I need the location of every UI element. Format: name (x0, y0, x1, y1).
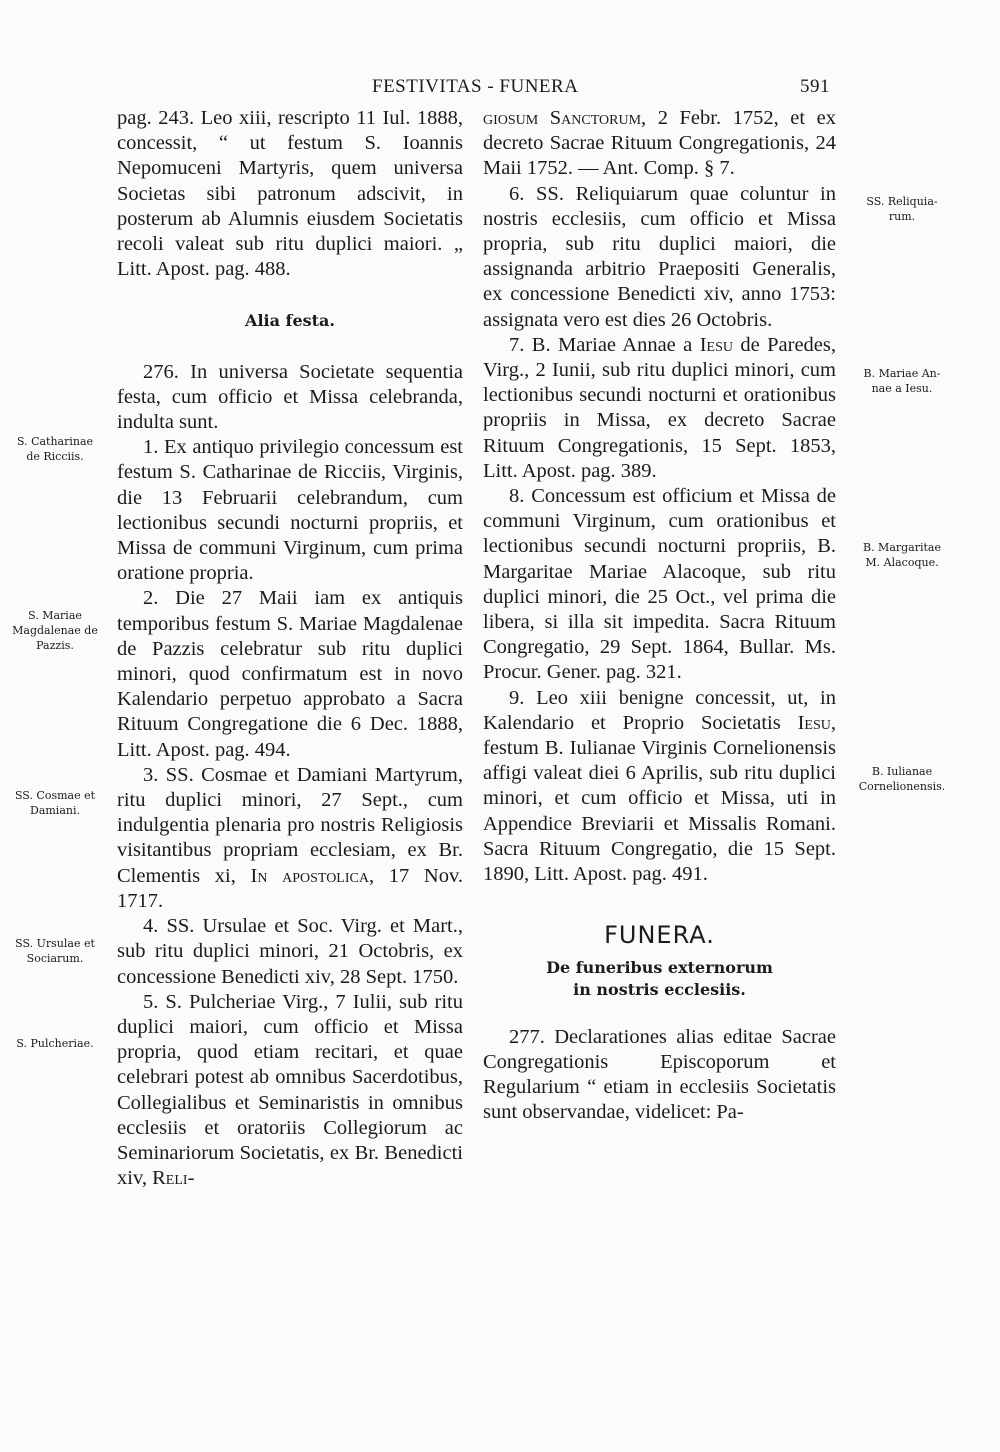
margin-note-mariae-annae (842, 366, 962, 396)
section-heading-alia-festa: Alia festa. (245, 311, 335, 331)
left-column (117, 106, 463, 1191)
margin-line: rum. (888, 210, 916, 223)
item-9-text-a: 9. Leo xiii benigne concessit, ut, in Kalendario et Proprio Societatis (483, 686, 836, 734)
margin-line: B. Iulianae (871, 765, 933, 778)
item-7 (483, 333, 836, 484)
margin-line: Magdalenae de (12, 624, 98, 637)
running-header (0, 76, 1000, 106)
margin-line: de Ricciis. (26, 450, 84, 463)
subheading-funera (483, 957, 836, 1001)
right-column (483, 106, 836, 1125)
subheading-line-1: De funeribus externorum (546, 957, 773, 977)
item-5-smallcaps: Reli- (152, 1167, 195, 1190)
paragraph-276: 276. In universa Societate sequentia festa, cum officio et Missa celebranda, indulta sunt. (117, 360, 463, 434)
item-2: 2. Die 27 Maii iam ex antiquis temporibus festum S. Mariae Magdalenae de Pazzis celebratur sub ritu duplici minori, quod confirmatum est in novo Kalendario perpetuo approbato a Sacra Rituum Congregatione die 6 Dec. 1888, Litt. Apost. pag. 494. (117, 587, 463, 761)
margin-note-ursulae (0, 936, 110, 966)
running-title: FESTIVITAS - FUNERA (372, 76, 579, 97)
margin-line: Pazzis. (36, 639, 74, 652)
item-6: 6. SS. Reliquiarum quae coluntur in nostris ecclesiis, cum officio et Missa propria, sub ritu duplici maiori, die assignanda arbitrio Praepositi Generalis, ex concessione Benedicti xiv, anno 1753: assignata vero est dies 26 Octobris. (483, 182, 836, 331)
section-heading-funera: FUNERA. (604, 921, 715, 950)
page-number: 591 (800, 76, 830, 97)
margin-line: SS. Ursulae et (15, 937, 95, 950)
item-3-text-b: , 17 Nov. 1717. (117, 864, 463, 912)
margin-line: nae a Iesu. (871, 382, 933, 395)
item-9-smallcaps: Iesu (797, 711, 831, 734)
item-3-text-a: 3. SS. Cosmae et Damiani Martyrum, ritu duplici minori, 27 Sept., cum indulgentia plenaria pro nostris Religiosis visitantibus propriam ecclesiam, ex Br. Clementis xi, (117, 763, 463, 887)
item-8: 8. Concessum est officium et Missa de communi Virginum, cum orationibus et lectionibus secundi nocturni propriis, B. Margaritae Mariae Alacoque, sub ritu duplici minori, die 25 Oct., vel prima die libera, si illa sit impedita. Sacra Rituum Congregatio, 29 Sept. 1864, Bullar. Ms. Procur. Gener. pag. 321. (483, 485, 836, 684)
margin-line: B. Mariae An- (863, 367, 941, 380)
paragraph-continuation: pag. 243. Leo xiii, rescripto 11 Iul. 1888, concessit, “ ut festum S. Ioannis Nepomuceni Martyris, quem universa Societas sibi patronum adscivit, in posterum ab Alumnis eiusdem Societatis recoli valeat sub ritu duplici maiori. „ Litt. Apost. pag. 488. (117, 107, 463, 281)
margin-line: B. Margaritae (862, 541, 942, 554)
item-1: 1. Ex antiquo privilegio concessum est festum S. Catharinae de Ricciis, Virginis, die 13 Februarii celebrandum, cum lectionibus secundi nocturni propriis, et Missa de communi Virginum, cum prima oratione propria. (117, 436, 463, 585)
item-4: 4. SS. Ursulae et Soc. Virg. et Mart., sub ritu duplici minori, 21 Octobris, ex concessione Benedicti xiv, 28 Sept. 1750. (117, 915, 463, 988)
item-3-smallcaps: In apostolica (250, 864, 369, 887)
margin-line: S. Pulcheriae. (16, 1037, 94, 1050)
item-7-smallcaps: Iesu (699, 333, 733, 356)
item-5-text-a: 5. S. Pulcheriae Virg., 7 Iulii, sub ritu duplici maiori, cum officio et Missa propria, quod etiam recitari, et quae celebrari potest ab omnibus Sacerdotibus, Collegialibus et Seminaristis in omnibus ecclesiis et oratoriis Collegiorum ac Seminariorum Societatis, ex Br. Benedicti xiv, (117, 990, 463, 1190)
margin-line: Damiani. (30, 804, 80, 817)
margin-note-margaritae (842, 540, 962, 570)
margin-note-pulcheriae (0, 1036, 110, 1051)
margin-note-catharinae (0, 434, 110, 464)
paragraph-continuation-right (483, 106, 836, 182)
margin-line: Cornelionensis. (858, 780, 946, 793)
margin-line: S. Catharinae (16, 435, 94, 448)
margin-note-iulianae (842, 764, 962, 794)
item-3 (117, 763, 463, 914)
continuation-smallcaps: giosum Sanctorum (483, 107, 642, 129)
item-9-text-b: , festum B. Iulianae Virginis Cornelionensis affigi valeat diei 6 Aprilis, sub ritu duplici minori, et cum officio et Missa, uti in Appendice Breviarii et Missalis Romani. Sacra Rituum Congregatio, die 15 Sept. 1890, Litt. Apost. pag. 491. (483, 711, 836, 886)
item-7-text-b: de Paredes, Virg., 2 Iunii, sub ritu duplici minori, cum lectionibus secundi nocturni et orationibus propriis in Missa, ex decreto Sacrae Rituum Congregationis, 15 Sept. 1853, Litt. Apost. pag. 389. (483, 333, 836, 482)
subheading-line-2: in nostris ecclesiis. (573, 979, 746, 999)
margin-line: Sociarum. (26, 952, 84, 965)
paragraph-277: 277. Declarationes alias editae Sacrae Congregationis Episcoporum et Regularium “ etiam in ecclesiis Societatis sunt observandae, videlicet: Pa- (483, 1025, 836, 1124)
margin-line: SS. Reliquia- (866, 195, 938, 208)
continuation-text: , 2 Febr. 1752, et ex decreto Sacrae Rituum Congregationis, 24 Maii 1752. — Ant. Comp. § 7. (483, 107, 836, 180)
margin-line: S. Mariae (28, 609, 82, 622)
margin-note-mariae-magdalenae (0, 608, 110, 653)
margin-note-reliquiarum (842, 194, 962, 224)
margin-line: M. Alacoque. (865, 556, 939, 569)
margin-note-cosmae (0, 788, 110, 818)
item-9 (483, 686, 836, 888)
item-5 (117, 990, 463, 1192)
margin-line: SS. Cosmae et (14, 789, 96, 802)
item-7-text-a: 7. B. Mariae Annae a (509, 333, 700, 356)
